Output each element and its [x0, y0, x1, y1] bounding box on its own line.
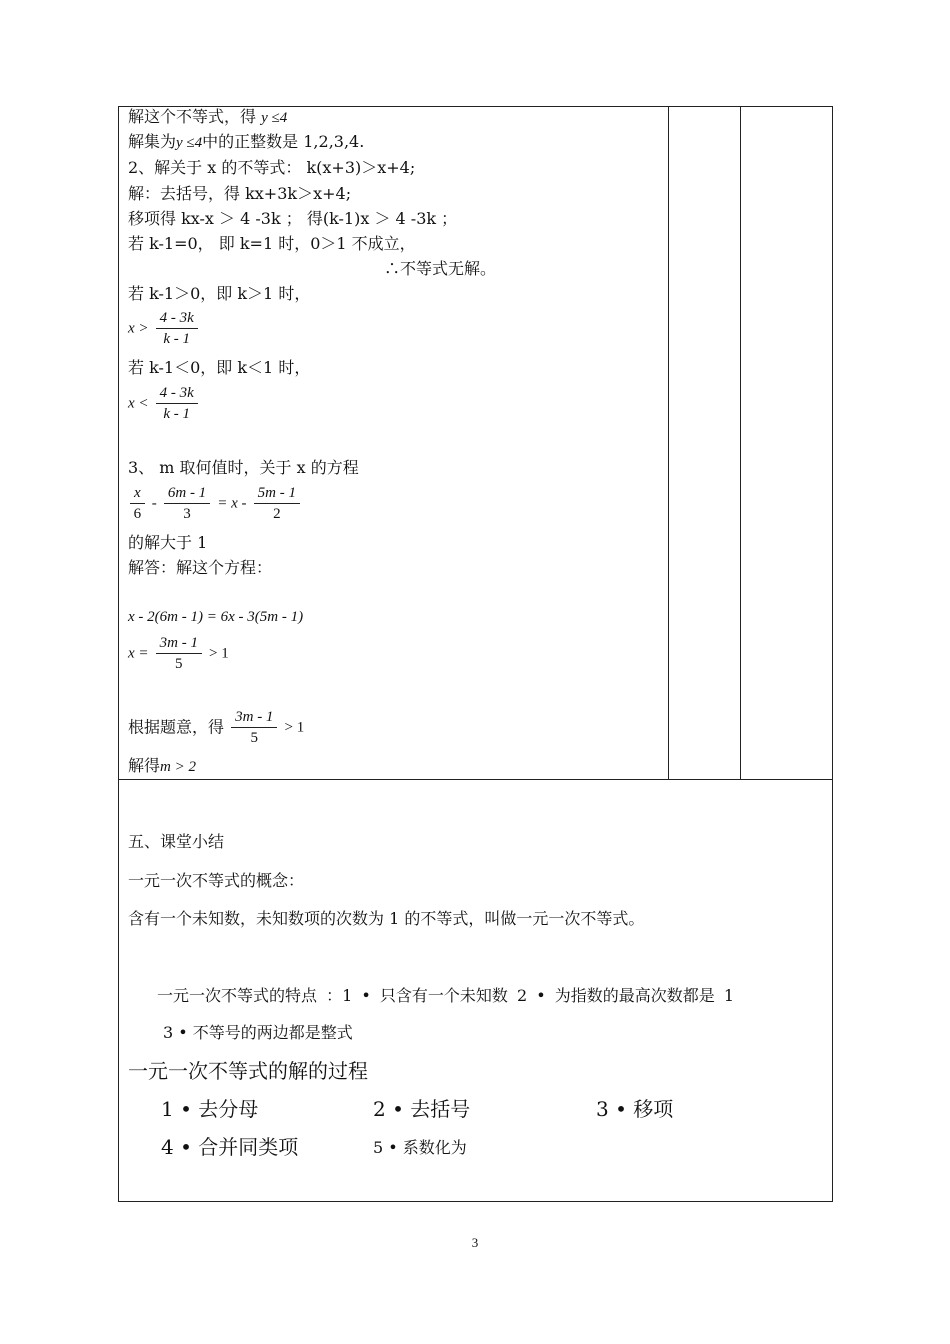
fraction-denominator: k - 1 [163, 331, 191, 347]
fraction-numerator: 3m - 1 [156, 633, 202, 654]
formula-lhs: x < [128, 395, 149, 412]
line-expand-brackets: 解：去括号，得 kx+3k＞x+4; [128, 184, 352, 203]
formula-x-equals [128, 633, 229, 674]
fraction-numerator: 6m - 1 [164, 483, 210, 504]
line-solve-inequality [128, 107, 287, 128]
fraction-denominator: 3 [183, 506, 191, 522]
section-title: 五、课堂小结 [128, 832, 225, 851]
fraction-denominator: 6 [133, 506, 142, 522]
fraction-denominator: 5 [175, 656, 183, 672]
fraction-denominator: k - 1 [163, 406, 191, 422]
fraction [231, 707, 277, 748]
equation-cleared: x - 2(6m - 1) = 6x - 3(5m - 1) [128, 609, 304, 625]
formula-x-lt [128, 383, 200, 424]
text: 解集为 [128, 132, 177, 151]
line-answer-intro: 解答：解这个方程： [128, 558, 273, 577]
fraction [130, 483, 145, 524]
problem-2-statement: 2、解关于 x 的不等式： k(x+3)＞x+4; [128, 158, 416, 177]
line-transpose: 移项得 kx-x ＞ 4 -3k ； 得(k-1)x ＞ 4 -3k ； [128, 209, 458, 228]
line-no-solution: ∴不等式无解。 [384, 259, 497, 278]
formula-rhs: > 1 [209, 645, 229, 662]
equals-x-minus: = x - [217, 495, 247, 512]
fraction-numerator: x [130, 483, 145, 504]
line-case-k-gt-1: 若 k-1＞0，即 k＞1 时， [128, 284, 311, 303]
process-title: 一元一次不等式的解的过程 [128, 1059, 368, 1083]
formula-lhs: x > [128, 320, 149, 337]
fraction [164, 483, 210, 524]
step-5: 5 • 系数化为 [373, 1138, 467, 1157]
math-y-le-4: y ≤4 [176, 135, 203, 151]
step-1: 1 • 去分母 [161, 1097, 259, 1121]
line-case-k-eq-1: 若 k-1=0， 即 k=1 时，0＞1 不成立， [128, 234, 416, 253]
text: 解这个不等式，得 [128, 107, 257, 126]
line-by-problem [128, 707, 304, 748]
main-content-cell [118, 106, 669, 780]
fraction-numerator: 3m - 1 [231, 707, 277, 728]
text: 解得 [128, 756, 161, 775]
math-m-gt-2: m > 2 [160, 759, 196, 775]
concept-label: 一元一次不等式的概念： [128, 871, 305, 890]
side-cell-1 [668, 106, 741, 780]
concept-definition: 含有一个未知数，未知数项的次数为 1 的不等式，叫做一元一次不等式。 [128, 909, 645, 928]
problem-3-statement: 3、 m 取何值时，关于 x 的方程 [128, 458, 359, 477]
fraction [254, 483, 300, 524]
features-line: 一元一次不等式的特点 ：1 • 只含有一个未知数 2 • 为指数的最高次数都是 1 [157, 986, 735, 1005]
fraction [156, 308, 198, 349]
formula-lhs: x = [128, 645, 149, 662]
step-4: 4 • 合并同类项 [161, 1135, 299, 1159]
fraction-numerator: 4 - 3k [156, 383, 198, 404]
features-line-2: 3 • 不等号的两边都是整式 [163, 1023, 353, 1042]
fraction-denominator: 2 [273, 506, 281, 522]
formula-rhs: > 1 [284, 719, 305, 736]
side-cell-2 [740, 106, 833, 780]
text: 根据题意，得 [128, 717, 225, 737]
fraction [156, 383, 198, 424]
line-solution-gt-1: 的解大于 1 [128, 533, 208, 552]
formula-x-gt [128, 308, 200, 349]
fraction-numerator: 5m - 1 [254, 483, 300, 504]
minus-sign: - [151, 495, 157, 512]
step-3: 3 • 移项 [596, 1097, 674, 1121]
line-result [128, 756, 196, 777]
fraction-numerator: 4 - 3k [156, 308, 198, 329]
step-2: 2 • 去括号 [373, 1097, 471, 1121]
page-number: 3 [471, 1235, 479, 1250]
line-solution-set [128, 132, 364, 153]
equation-problem-3 [128, 483, 302, 524]
text: 中的正整数是 1,2,3,4. [202, 132, 365, 151]
fraction-denominator: 5 [250, 730, 259, 746]
line-case-k-lt-1: 若 k-1＜0，即 k＜1 时， [128, 358, 311, 377]
fraction [156, 633, 202, 674]
math-y-le-4: y ≤4 [261, 110, 288, 126]
